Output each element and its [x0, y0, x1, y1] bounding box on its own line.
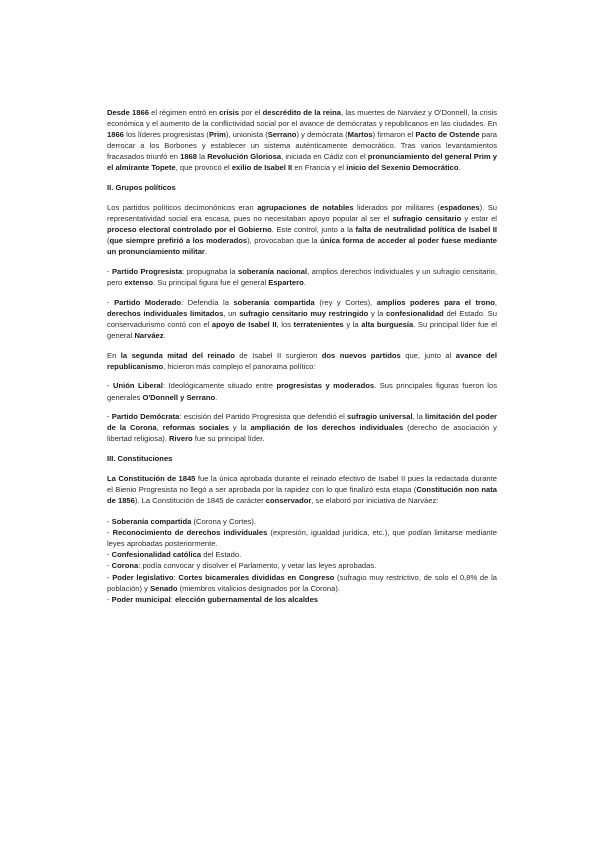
bold-text-run: que siempre prefirió a los moderados — [109, 236, 248, 246]
text-run: , amplios derechos individuales y un sufragio censitario, pero — [107, 266, 498, 287]
bold-text-run: la segunda mitad del reinado — [120, 350, 235, 360]
bold-text-run: única forma de acceder al poder fuese mediante un pronunciamiento militar — [107, 236, 498, 257]
bold-text-run: Poder legislativo — [112, 572, 174, 582]
text-run: Los partidos políticos decimonónicos eran — [107, 202, 258, 212]
bold-text-run: Espartero — [268, 278, 304, 287]
text-run: : Defendía la — [181, 297, 234, 307]
text-run: - — [107, 561, 112, 571]
text-run: y la — [229, 423, 251, 433]
bold-text-run: Rivero — [169, 434, 193, 444]
bold-text-run: 1866 — [107, 130, 124, 140]
bold-text-run: ampliación de los derechos individuales — [250, 423, 404, 433]
text-run: (miembros vitalicios designados por la Corona). — [177, 583, 340, 593]
paragraph-partido-progresista — [107, 266, 497, 288]
text-run: del Estado. — [201, 550, 242, 560]
bold-text-run: sufragio universal — [347, 412, 413, 422]
bold-text-run: Poder municipal — [111, 594, 171, 604]
bold-text-run: soberanía compartida — [233, 297, 315, 307]
bold-text-run: dos nuevos partidos — [321, 350, 401, 360]
text-run: ), provocaban que la — [247, 236, 321, 246]
bold-text-run: progresistas y moderados — [276, 381, 375, 391]
bold-text-run: descrédito de la reina — [262, 108, 342, 117]
bold-text-run: apoyo de Isabel II — [211, 319, 277, 329]
bold-text-run: Partido Moderado — [114, 297, 182, 307]
text-run: y estar el — [461, 213, 497, 223]
bold-text-run: O'Donnell y Serrano — [142, 392, 216, 402]
list-item — [107, 527, 497, 549]
text-run: ( — [107, 236, 110, 246]
bold-text-run: Martos — [347, 130, 373, 140]
bold-text-run: elección gubernamental de los alcaldes — [174, 594, 319, 604]
paragraph-partido-moderado — [107, 297, 497, 341]
bold-text-run: Corona — [111, 561, 139, 571]
bold-text-run: sufragio censitario muy restringido — [239, 308, 369, 318]
text-run: . — [303, 278, 306, 287]
text-run: , un — [223, 308, 240, 318]
text-run: ), unionista ( — [225, 130, 268, 140]
bold-text-run: Serrano — [267, 130, 297, 140]
bold-text-run: Revolución Gloriosa — [207, 152, 282, 162]
text-run: . — [458, 163, 461, 173]
text-run: : podía convocar y disolver el Parlamento, y vetar las leyes aprobadas. — [138, 561, 377, 571]
bold-text-run: extenso — [124, 278, 154, 287]
text-run: : — [173, 572, 179, 582]
text-run: (derecho de asociación y libertad religiosa). — [107, 423, 497, 444]
text-run: : escisión del Partido Progresista que defendió el — [179, 412, 348, 422]
bold-text-run: Partido Demócrata — [111, 412, 180, 422]
text-run: - — [107, 297, 115, 307]
text-run: , — [156, 423, 163, 433]
list-item — [107, 549, 497, 560]
text-run: fue su principal líder. — [192, 434, 265, 444]
text-run: . Este control, junto a la — [271, 225, 356, 235]
text-run: . Su principal figura fue el general — [153, 278, 269, 287]
bold-text-run: Confesionalidad católica — [111, 550, 202, 560]
bold-text-run: Partido Progresista — [111, 266, 183, 276]
text-run: , — [494, 297, 498, 307]
list-item — [107, 560, 497, 571]
text-run: ). La Constitución de 1845 de carácter — [134, 495, 266, 505]
bold-text-run: Prim — [208, 130, 226, 140]
text-run: , la — [412, 412, 426, 422]
text-run: del Estado. Su conservadurismo contó con el — [107, 308, 497, 329]
bold-text-run: sufragio censitario — [392, 213, 462, 223]
text-run: - — [107, 517, 112, 527]
text-run: , se elaboró por iniciativa de Narváez: — [311, 495, 439, 505]
bold-text-run: pronunciamiento del general Prim y el almirante Topete — [107, 152, 497, 173]
bold-text-run: agrupaciones de notables — [257, 202, 354, 212]
bold-text-run: confesionalidad — [386, 308, 444, 318]
text-run: - — [107, 381, 114, 391]
paragraph-crisis — [107, 107, 497, 174]
text-run: y la — [343, 319, 362, 329]
text-run: . — [204, 247, 208, 257]
bold-text-run: exilio de Isabel II — [231, 163, 293, 173]
bold-text-run: 1868 — [180, 152, 198, 162]
text-run: - — [107, 572, 113, 582]
list-item — [107, 572, 497, 594]
text-run: ). Su representatividad social era escasa, pues no necesitaban apoyo popular al ser el — [107, 202, 497, 223]
text-run: - — [107, 266, 112, 276]
text-run: . — [163, 330, 166, 340]
text-run: de Isabel II surgieron — [234, 350, 322, 360]
bold-text-run: Reconocimiento de derechos individuales — [112, 528, 268, 538]
bold-text-run: inicio del Sexenio Democrático — [346, 163, 459, 173]
text-run: , hicieron más complejo el panorama político: — [163, 361, 316, 371]
bold-text-run: limitación del poder de la Corona — [107, 412, 497, 433]
text-run: : Ideológicamente situado entre — [162, 381, 277, 391]
text-run: y la — [368, 308, 386, 318]
text-run: en Francia y el — [292, 163, 347, 173]
text-run: - — [107, 550, 112, 560]
text-run: que, junto al — [400, 350, 456, 360]
section-heading-grupos-politicos: II. Grupos políticos — [107, 183, 176, 193]
bold-text-run: La Constitución de 1845 — [107, 473, 196, 483]
bold-text-run: reformas sociales — [162, 423, 230, 433]
text-run: ) firmaron el — [372, 130, 416, 140]
bold-text-run: Soberanía compartida — [111, 517, 192, 527]
bold-text-run: espadones — [439, 202, 480, 212]
bold-text-run: falta de neutralidad política de Isabel II — [355, 225, 498, 235]
text-run: - — [107, 412, 112, 422]
text-run: . Su principal líder fue el general — [107, 319, 497, 340]
text-run: liderados por militares ( — [353, 202, 440, 212]
bold-text-run: avance del republicanismo — [107, 350, 497, 371]
text-run: la — [197, 152, 208, 162]
bold-text-run: terratenientes — [293, 319, 344, 329]
bold-text-run: Senado — [150, 583, 178, 593]
bold-text-run: Constitución non nata de 1856 — [107, 484, 497, 505]
text-run: , que provocó el — [175, 163, 232, 173]
bold-text-run: proceso electoral controlado por el Gobierno — [107, 225, 272, 235]
bold-text-run: Pacto de Ostende — [415, 130, 480, 140]
bold-text-run: crisis — [219, 108, 240, 117]
paragraph-partidos-intro — [107, 202, 497, 257]
bold-text-run: conservador — [265, 495, 312, 505]
paragraph-partido-democrata — [107, 411, 497, 444]
bold-text-run: Desde 1866 — [107, 108, 149, 117]
constitution-features-list — [107, 516, 497, 605]
text-run: los líderes progresistas ( — [123, 130, 209, 140]
bold-text-run: Cortes bicamerales divididas en Congreso — [178, 572, 335, 582]
paragraph-union-liberal — [107, 380, 497, 402]
text-run: . — [215, 392, 218, 402]
bold-text-run: Unión Liberal — [113, 381, 163, 391]
section-heading-constituciones: III. Constituciones — [107, 454, 173, 464]
text-run: ) y demócrata ( — [296, 130, 348, 140]
text-run: el régimen entró en — [148, 108, 220, 117]
text-run: : propugnaba la — [182, 266, 239, 276]
text-run: , los — [276, 319, 294, 329]
bold-text-run: soberanía nacional — [238, 266, 308, 276]
list-item — [107, 594, 497, 605]
text-run: . Sus principales figuras fueron los generales — [107, 381, 498, 402]
bold-text-run: derechos individuales limitados — [107, 308, 224, 318]
bold-text-run: Narváez — [134, 330, 164, 340]
text-run: (sufragio muy restrictivo, de solo el 0,8% de la población) y — [107, 572, 497, 593]
text-run: - — [107, 528, 113, 538]
paragraph-constitucion-1845 — [107, 473, 497, 506]
text-run: , iniciada en Cádiz con el — [281, 152, 368, 162]
list-item — [107, 516, 497, 527]
document-page — [107, 107, 497, 605]
text-run: (expresión, igualdad jurídica, etc.), que podían limitarse mediante leyes aprobadas posteriormente. — [107, 528, 497, 549]
text-run: En — [107, 350, 121, 360]
text-run: por el — [239, 108, 263, 117]
text-run: fue la única aprobada durante el reinado efectivo de Isabel II pues la redactada durante el Bienio Progresista no llegó a ser aprobada por la rapidez con lo que finalizó esta etapa ( — [107, 473, 497, 494]
text-run: (rey y Cortes), — [314, 297, 377, 307]
paragraph-nuevos-partidos — [107, 350, 497, 372]
text-run: , las muertes de Narváez y O'Donnell, la crisis económica y el aumento de la conflictividad social por el avance de demócratas y republicanos en las ciudades. En — [107, 108, 498, 129]
text-run: para derrocar a los Borbones y establecer un sistema auténticamente democrático. Tras varios levantamientos fracasados triunfó en — [107, 130, 497, 162]
text-run: : — [170, 594, 175, 604]
bold-text-run: alta burguesía — [361, 319, 414, 329]
text-run: (Corona y Cortes). — [191, 517, 256, 527]
text-run: - — [107, 594, 112, 604]
bold-text-run: amplios poderes para el trono — [376, 297, 495, 307]
